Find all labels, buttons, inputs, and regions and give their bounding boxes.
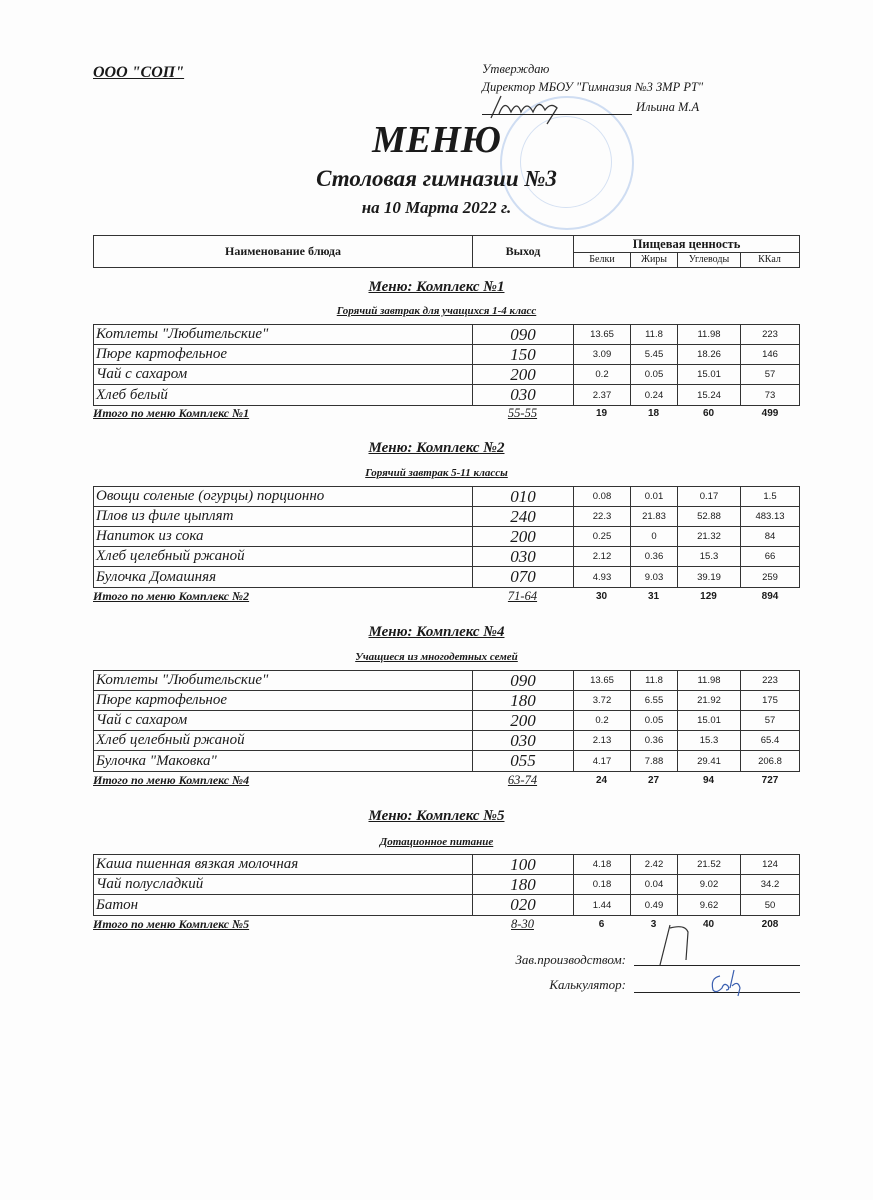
dish-kcal: 1.5 — [763, 491, 777, 502]
dish-carbs: 21.52 — [678, 855, 741, 874]
total-protein: 30 — [595, 590, 608, 602]
approve-label: Утверждаю — [482, 62, 550, 76]
dish-name: Хлеб белый — [94, 385, 473, 405]
table-row — [94, 855, 799, 875]
dish-carbs: 52.88 — [678, 507, 741, 526]
dish-fat: 11.8 — [631, 325, 678, 344]
dish-kcal: 57 — [764, 715, 776, 726]
section-subtitle: Горячий завтрак 5-11 классы — [365, 467, 508, 479]
dish-fat: 0.05 — [631, 711, 678, 730]
calculator-label: Калькулятор: — [549, 977, 626, 992]
dish-output: 180 — [473, 691, 574, 710]
production-manager-signature — [650, 920, 700, 970]
dish-carbs: 18.26 — [678, 345, 741, 364]
menu-date: на 10 Марта 2022 г. — [361, 198, 512, 217]
table-row — [94, 385, 799, 405]
dish-output: 150 — [473, 345, 574, 364]
dish-kcal: 223 — [762, 675, 778, 686]
section-title: Меню: Комплекс №5 — [368, 808, 505, 824]
dish-fat: 0 — [631, 527, 678, 546]
total-label: Итого по меню Комплекс №5 — [93, 916, 250, 931]
dish-fat: 0.49 — [631, 895, 678, 915]
total-kcal: 894 — [761, 590, 779, 602]
dish-protein: 3.09 — [574, 345, 631, 364]
dish-kcal: 84 — [764, 531, 776, 542]
dish-protein: 0.2 — [574, 365, 631, 384]
header-dish-name: Наименование блюда — [94, 236, 473, 267]
dish-fat: 2.42 — [631, 855, 678, 874]
dish-kcal: 124 — [762, 859, 778, 870]
dish-fat: 0.05 — [631, 365, 678, 384]
dish-name: Напиток из сока — [94, 527, 473, 546]
dish-protein: 1.44 — [574, 895, 631, 915]
total-protein: 19 — [595, 407, 608, 419]
dish-carbs: 15.3 — [678, 547, 741, 566]
total-fat: 3 — [650, 918, 657, 930]
dish-protein: 13.65 — [574, 325, 631, 344]
dish-kcal: 66 — [764, 551, 776, 562]
dish-kcal: 223 — [762, 329, 778, 340]
dish-carbs: 9.02 — [678, 875, 741, 894]
dish-name: Чай с сахаром — [94, 711, 473, 730]
total-output: 8-30 — [511, 916, 534, 931]
section-total-row — [93, 404, 800, 422]
table-header — [93, 235, 800, 268]
dish-protein: 0.08 — [574, 487, 631, 506]
table-row — [94, 365, 799, 385]
dish-fat: 0.24 — [631, 385, 678, 405]
total-label: Итого по меню Комплекс №1 — [93, 405, 250, 420]
total-kcal: 499 — [761, 407, 779, 419]
total-kcal: 208 — [761, 918, 779, 930]
dish-fat: 0.04 — [631, 875, 678, 894]
dish-carbs: 39.19 — [678, 567, 741, 587]
dish-kcal: 65.4 — [760, 735, 780, 746]
dish-carbs: 15.01 — [678, 711, 741, 730]
dish-name: Плов из филе цыплят — [94, 507, 473, 526]
dish-output: 070 — [473, 567, 574, 587]
header-protein: Белки — [574, 252, 631, 267]
dish-kcal: 175 — [762, 695, 778, 706]
dish-output: 090 — [473, 325, 574, 344]
total-output: 63-74 — [507, 772, 538, 787]
dish-output: 100 — [473, 855, 574, 874]
dish-output: 180 — [473, 875, 574, 894]
header-fat: Жиры — [631, 252, 678, 267]
table-row — [94, 507, 799, 527]
calculator-signature — [708, 968, 748, 998]
dish-output: 090 — [473, 671, 574, 690]
page-subtitle: Столовая гимназии №3 — [316, 166, 557, 191]
total-protein: 24 — [595, 774, 608, 786]
table-row — [94, 751, 799, 771]
section-title: Меню: Комплекс №1 — [368, 279, 505, 295]
dish-carbs: 15.01 — [678, 365, 741, 384]
dish-fat: 0.36 — [631, 731, 678, 750]
total-output: 55-55 — [507, 405, 538, 420]
dish-fat: 21.83 — [631, 507, 678, 526]
dish-protein: 4.17 — [574, 751, 631, 771]
table-row — [94, 691, 799, 711]
page-title: МЕНЮ — [372, 119, 501, 161]
dish-carbs: 11.98 — [678, 325, 741, 344]
dish-table — [93, 486, 800, 588]
dish-carbs: 11.98 — [678, 671, 741, 690]
table-row — [94, 895, 799, 915]
dish-name: Каша пшенная вязкая молочная — [94, 855, 473, 874]
dish-output: 055 — [473, 751, 574, 771]
dish-fat: 5.45 — [631, 345, 678, 364]
dish-output: 030 — [473, 731, 574, 750]
dish-carbs: 21.32 — [678, 527, 741, 546]
dish-output: 010 — [473, 487, 574, 506]
dish-name: Хлеб целебный ржаной — [94, 547, 473, 566]
dish-name: Пюре картофельное — [94, 345, 473, 364]
production-manager-label: Зав.производством: — [515, 952, 626, 967]
section-subtitle: Учащиеся из многодетных семей — [355, 651, 518, 663]
director-signature-line — [482, 114, 632, 115]
dish-output: 240 — [473, 507, 574, 526]
dish-output: 030 — [473, 385, 574, 405]
total-protein: 6 — [598, 918, 605, 930]
dish-name: Овощи соленые (огурцы) порционно — [94, 487, 473, 506]
total-carbs: 40 — [702, 918, 715, 930]
header-output: Выход — [473, 236, 574, 267]
dish-name: Котлеты "Любительские" — [94, 671, 473, 690]
director-name: Ильина М.А — [636, 100, 700, 114]
dish-protein: 0.25 — [574, 527, 631, 546]
dish-kcal: 483.13 — [755, 511, 785, 522]
dish-table — [93, 854, 800, 916]
dish-output: 020 — [473, 895, 574, 915]
dish-fat: 0.36 — [631, 547, 678, 566]
dish-name: Булочка "Маковка" — [94, 751, 473, 771]
table-row — [94, 325, 799, 345]
dish-kcal: 146 — [762, 349, 778, 360]
total-fat: 27 — [647, 774, 660, 786]
section-subtitle: Дотационное питание — [379, 836, 494, 848]
dish-fat: 6.55 — [631, 691, 678, 710]
dish-protein: 2.37 — [574, 385, 631, 405]
table-row — [94, 671, 799, 691]
table-row — [94, 527, 799, 547]
dish-protein: 4.93 — [574, 567, 631, 587]
header-carbs: Углеводы — [678, 252, 741, 267]
dish-fat: 7.88 — [631, 751, 678, 771]
total-carbs: 60 — [702, 407, 715, 419]
table-row — [94, 547, 799, 567]
dish-kcal: 259 — [762, 571, 778, 583]
total-carbs: 94 — [702, 774, 715, 786]
dish-output: 200 — [473, 711, 574, 730]
section-title: Меню: Комплекс №4 — [368, 624, 505, 640]
dish-kcal: 206.8 — [758, 755, 782, 767]
dish-name: Хлеб целебный ржаной — [94, 731, 473, 750]
dish-name: Котлеты "Любительские" — [94, 325, 473, 344]
dish-protein: 13.65 — [574, 671, 631, 690]
total-carbs: 129 — [700, 590, 717, 602]
section-total-row — [93, 771, 800, 789]
dish-output: 200 — [473, 527, 574, 546]
dish-carbs: 15.3 — [678, 731, 741, 750]
dish-carbs: 15.24 — [678, 385, 741, 405]
total-fat: 31 — [647, 590, 660, 602]
table-row — [94, 345, 799, 365]
dish-protein: 2.13 — [574, 731, 631, 750]
company-name: ООО "СОП" — [93, 64, 185, 81]
approve-position: Директор МБОУ "Гимназия №3 ЗМР РТ" — [482, 80, 704, 94]
dish-carbs: 0.17 — [678, 487, 741, 506]
total-label: Итого по меню Комплекс №4 — [93, 772, 250, 787]
dish-protein: 2.12 — [574, 547, 631, 566]
dish-carbs: 21.92 — [678, 691, 741, 710]
dish-protein: 0.18 — [574, 875, 631, 894]
total-output: 71-64 — [507, 588, 538, 603]
total-label: Итого по меню Комплекс №2 — [93, 588, 250, 603]
dish-fat: 11.8 — [631, 671, 678, 690]
dish-table — [93, 670, 800, 772]
dish-name: Батон — [94, 895, 473, 915]
header-kcal: ККал — [758, 254, 781, 265]
dish-table — [93, 324, 800, 406]
dish-kcal: 34.2 — [760, 879, 780, 890]
total-kcal: 727 — [761, 774, 779, 786]
dish-name: Чай с сахаром — [94, 365, 473, 384]
table-row — [94, 875, 799, 895]
dish-kcal: 73 — [764, 389, 776, 401]
total-fat: 18 — [647, 407, 660, 419]
table-row — [94, 567, 799, 587]
dish-protein: 0.2 — [574, 711, 631, 730]
section-title: Меню: Комплекс №2 — [368, 440, 505, 456]
dish-name: Пюре картофельное — [94, 691, 473, 710]
dish-output: 030 — [473, 547, 574, 566]
table-row — [94, 487, 799, 507]
dish-carbs: 29.41 — [678, 751, 741, 771]
dish-protein: 3.72 — [574, 691, 631, 710]
table-row — [94, 731, 799, 751]
dish-output: 200 — [473, 365, 574, 384]
dish-protein: 22.3 — [574, 507, 631, 526]
dish-carbs: 9.62 — [678, 895, 741, 915]
dish-protein: 4.18 — [574, 855, 631, 874]
dish-fat: 9.03 — [631, 567, 678, 587]
dish-fat: 0.01 — [631, 487, 678, 506]
section-subtitle: Горячий завтрак для учащихся 1-4 класс — [336, 305, 537, 317]
section-total-row — [93, 587, 800, 605]
table-row — [94, 711, 799, 731]
dish-name: Чай полусладкий — [94, 875, 473, 894]
header-nutrition: Пищевая ценность — [574, 236, 799, 253]
dish-kcal: 57 — [764, 369, 776, 380]
dish-name: Булочка Домашняя — [94, 567, 473, 587]
dish-kcal: 50 — [764, 899, 776, 911]
